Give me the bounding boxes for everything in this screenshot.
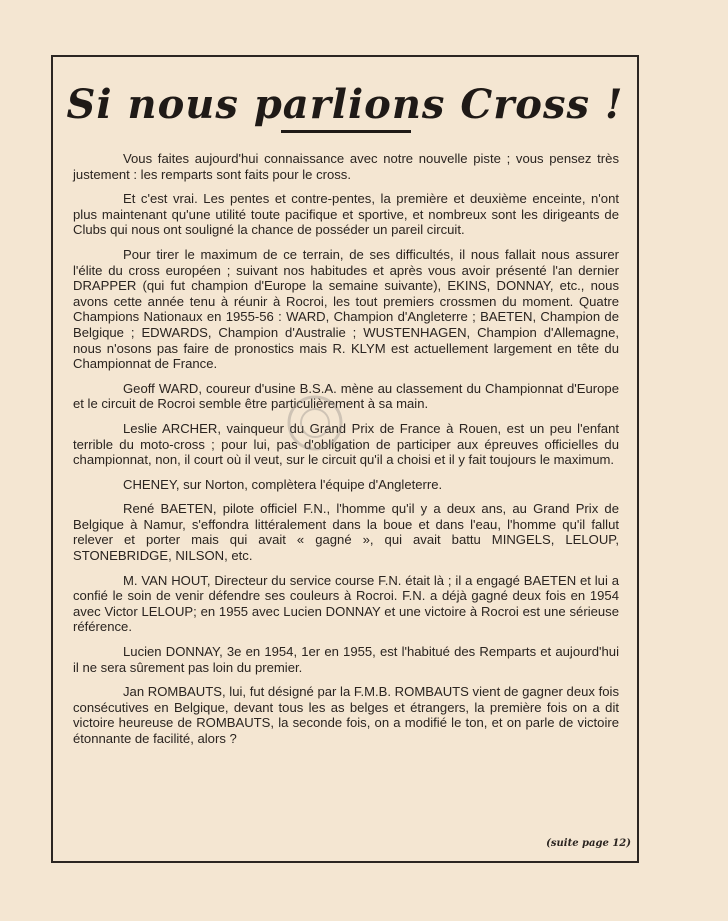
paragraph: Vous faites aujourd'hui connaissance avec notre nouvelle piste ; vous pensez très justement : les remparts sont faits pour le cross. <box>73 151 619 182</box>
paragraph: Lucien DONNAY, 3e en 1954, 1er en 1955, est l'habitué des Remparts et aujourd'hui il ne sera sûrement pas loin du premier. <box>73 644 619 675</box>
continuation-note: (suite page 12) <box>546 838 631 849</box>
paragraph: M. VAN HOUT, Directeur du service course F.N. était là ; il a engagé BAETEN et lui a confié le soin de venir défendre ses couleurs à Rocroi. F.N. a déjà gagné deux fois en 1954 avec Victor LELOUP; en 1955 avec Lucien DONNAY et une victoire à Rocroi est une sérieuse référence. <box>73 572 619 635</box>
title-underline <box>281 130 411 133</box>
article-frame <box>51 55 639 863</box>
paragraph: Pour tirer le maximum de ce terrain, de ses difficultés, il nous fallait nous assurer l'élite du cross européen ; suivant nos habitudes et après vous avoir présenté l'an dernier DRAPPER (qui fut champion d'Europe la semaine suivante), EKINS, DONNAY, etc., nous avons cette année tenu à réunir à Rocroi, les tout premiers crossmen du moment. Quatre Champions Nationaux en 1955-56 : WARD, Champion d'Angleterre ; BAETEN, Champion de Belgique ; EDWARDS, Champion d'Australie ; WUSTENHAGEN, Champion d'Allemagne, nous n'osons pas faire de pronostics mais R. KLYM est actuellement largement en tête du Championnat de France. <box>73 246 619 372</box>
paragraph: Jan ROMBAUTS, lui, fut désigné par la F.M.B. ROMBAUTS vient de gagner deux fois consécutives en Belgique, devant tous les as belges et étrangers, la première fois on a dit victoire heureuse de ROMBAUTS, la seconde fois, on a modifié le ton, et on parle de victoire étonnante de facilité, alors ? <box>73 684 619 746</box>
article-title: Si nous parlions Cross ! <box>66 81 624 128</box>
watermark-stamp-icon <box>280 388 350 458</box>
paragraph: Leslie ARCHER, vainqueur du Grand Prix de France à Rouen, est un peu l'enfant terrible du moto-cross ; pour lui, pas d'obligation de participer aux épreuves officielles du championnat, non, il court où il veut, sur le circuit qu'il a choisi et il y fait toujours le maximum. <box>73 420 619 468</box>
paragraph: Geoff WARD, coureur d'usine B.S.A. mène au classement du Championnat d'Europe et le circuit de Rocroi semble être particulièrement à sa main. <box>73 380 619 412</box>
paragraph: René BAETEN, pilote officiel F.N., l'homme qu'il y a deux ans, au Grand Prix de Belgique à Namur, s'effondra littéralement dans la boue et dans l'eau, l'homme qu'il fallut relever et porter mais qui avait « gagné », qui avait battu MINGELS, LELOUP, STONEBRIDGE, NILSON, etc. <box>73 501 619 564</box>
paragraph: Et c'est vrai. Les pentes et contre-pentes, la première et deuxième enceinte, n'ont plus maintenant qu'une utilité toute pacifique et sportive, et nombreux sont les dirigeants de Clubs qui nous ont souligné la chance de posséder un pareil circuit. <box>73 191 619 238</box>
paragraph: CHENEY, sur Norton, complètera l'équipe d'Angleterre. <box>123 476 443 492</box>
